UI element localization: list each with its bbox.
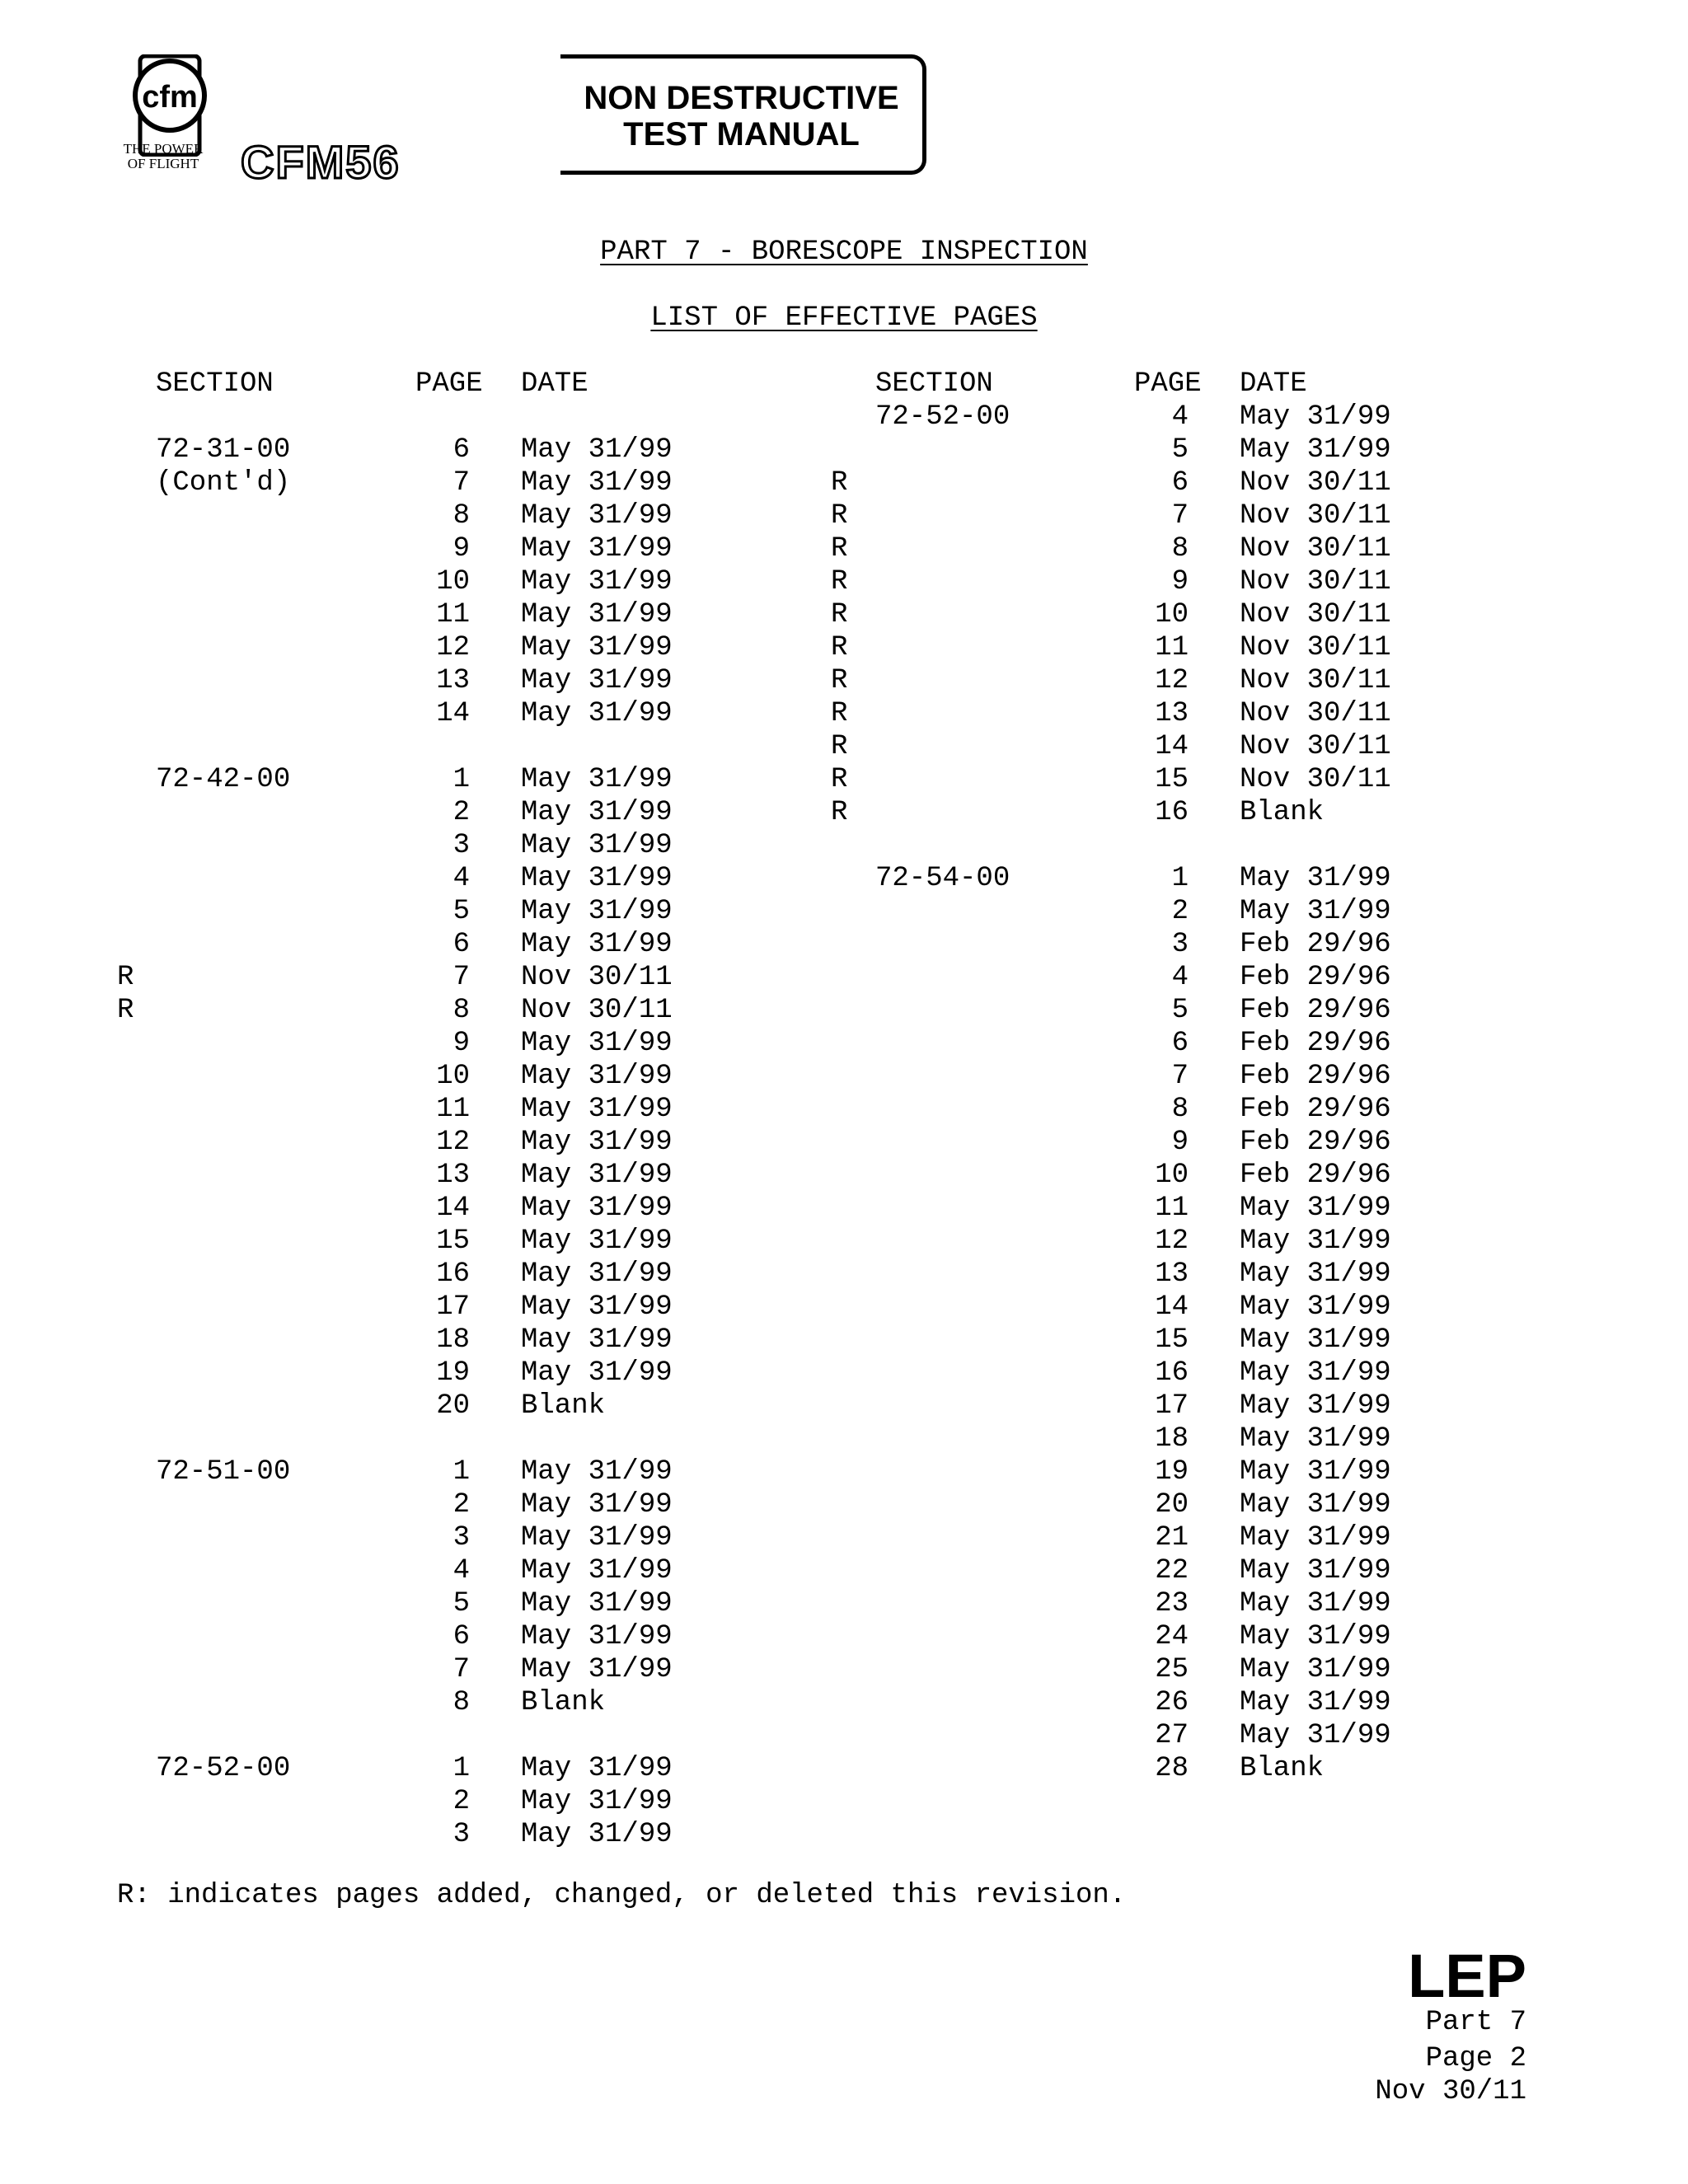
date-cell: Blank [521,1390,606,1422]
date-cell: Nov 30/11 [521,962,673,993]
date-cell: Feb 29/96 [1240,962,1391,993]
page-cell: 13 [436,1160,470,1191]
revision-mark: R [831,500,848,532]
cfm-logo [106,51,468,188]
page-cell: 28 [1155,1753,1189,1784]
date-cell: May 31/99 [521,1819,673,1850]
page-cell: 18 [1155,1423,1189,1455]
table-row [0,1653,1688,1686]
page-cell: 15 [1155,1324,1189,1356]
date-cell: May 31/99 [1240,1390,1391,1422]
part-title-text: PART 7 - BORESCOPE INSPECTION [600,237,1088,268]
page-cell: 2 [452,797,470,828]
revision-mark: R [117,962,134,993]
section-cell: 72-52-00 [156,1753,291,1784]
page-cell: 3 [452,830,470,861]
page-cell: 2 [452,1489,470,1521]
date-cell: Nov 30/11 [1240,764,1391,795]
date-cell: May 31/99 [1240,401,1391,433]
date-cell: May 31/99 [1240,896,1391,927]
page-cell: 12 [1155,1226,1189,1257]
date-cell: May 31/99 [1240,434,1391,466]
date-cell: May 31/99 [521,797,673,828]
date-cell: May 31/99 [521,1324,673,1356]
table-row [0,1785,1688,1818]
table-row [0,697,1688,730]
right-page-header: PAGE [1134,368,1202,400]
revision-mark: R [831,731,848,762]
page-cell: 7 [452,467,470,499]
revision-mark: R [831,764,848,795]
manual-title-line-1: NON DESTRUCTIVE [584,80,899,116]
table-row [0,1554,1688,1587]
date-cell: May 31/99 [521,1193,673,1224]
section-cell: 72-52-00 [875,401,1010,433]
date-cell: May 31/99 [521,1555,673,1586]
page-cell: 15 [436,1226,470,1257]
footer-part: Part 7 [1425,2007,1526,2038]
left-date-header: DATE [521,368,588,400]
page-cell: 14 [436,1193,470,1224]
page-cell: 19 [1155,1456,1189,1488]
footer-date: Nov 30/11 [1375,2076,1526,2107]
section-cell: (Cont'd) [156,467,291,499]
date-cell: May 31/99 [1240,1423,1391,1455]
page-cell: 26 [1155,1687,1189,1718]
manual-title-box [560,54,926,175]
table-row [0,763,1688,796]
table-row [0,928,1688,961]
page-cell: 23 [1155,1588,1189,1619]
date-cell: Feb 29/96 [1240,1028,1391,1059]
date-cell: Blank [1240,1753,1325,1784]
table-row [0,1093,1688,1126]
footer-code: LEP [1408,1942,1526,2010]
date-cell: Nov 30/11 [1240,698,1391,729]
revision-mark: R [831,698,848,729]
date-cell: May 31/99 [521,434,673,466]
page-cell: 12 [1155,665,1189,696]
date-cell: May 31/99 [1240,863,1391,894]
table-row [0,1390,1688,1422]
date-cell: May 31/99 [521,632,673,663]
page-cell: 7 [1171,1061,1189,1092]
page-cell: 11 [436,1094,470,1125]
page-cell: 1 [452,1753,470,1784]
table-row [0,1291,1688,1324]
table-row [0,1818,1688,1851]
revision-mark: R [831,566,848,598]
product-wordmark [237,138,452,188]
date-cell: May 31/99 [521,566,673,598]
date-cell: May 31/99 [521,500,673,532]
revision-mark: R [831,533,848,565]
date-cell: May 31/99 [521,1226,673,1257]
date-cell: Feb 29/96 [1240,1061,1391,1092]
page-cell: 10 [1155,599,1189,630]
page-cell: 13 [1155,1258,1189,1290]
date-cell: May 31/99 [521,599,673,630]
page-cell: 9 [1171,1127,1189,1158]
date-cell: May 31/99 [521,1061,673,1092]
page-cell: 7 [1171,500,1189,532]
date-cell: May 31/99 [521,1258,673,1290]
page-cell: 4 [1171,962,1189,993]
date-cell: May 31/99 [1240,1588,1391,1619]
table-row [0,1192,1688,1225]
date-cell: Nov 30/11 [1240,533,1391,565]
date-cell: May 31/99 [1240,1193,1391,1224]
page-cell: 4 [452,863,470,894]
date-cell: May 31/99 [1240,1654,1391,1685]
date-cell: May 31/99 [521,1357,673,1389]
table-row [0,1686,1688,1719]
product-name: CFM56 [241,138,401,188]
page-cell: 11 [1155,632,1189,663]
page-cell: 8 [452,500,470,532]
page-cell: 3 [452,1819,470,1850]
logo-mark-text: cfm [142,80,198,115]
right-section-header: SECTION [875,368,993,400]
date-cell: May 31/99 [1240,1357,1391,1389]
date-cell: May 31/99 [521,1654,673,1685]
date-cell: May 31/99 [1240,1555,1391,1586]
revision-mark: R [831,599,848,630]
date-cell: May 31/99 [521,764,673,795]
page-cell: 1 [452,1456,470,1488]
page-cell: 4 [452,1555,470,1586]
page-cell: 16 [1155,1357,1189,1389]
table-row [0,1455,1688,1488]
table-row [0,1719,1688,1752]
date-cell: Feb 29/96 [1240,1127,1391,1158]
page-cell: 9 [452,1028,470,1059]
page-cell: 6 [452,1621,470,1652]
page-cell: 18 [436,1324,470,1356]
left-section-header: SECTION [156,368,274,400]
table-row [0,796,1688,829]
table-row [0,895,1688,928]
date-cell: May 31/99 [521,665,673,696]
page-cell: 16 [436,1258,470,1290]
date-cell: May 31/99 [1240,1522,1391,1554]
section-cell: 72-54-00 [875,863,1010,894]
revision-mark: R [831,665,848,696]
page-cell: 6 [452,929,470,960]
date-cell: May 31/99 [521,1786,673,1817]
logo-tagline [106,142,221,171]
section-cell: 72-31-00 [156,434,291,466]
page-cell: 3 [1171,929,1189,960]
date-cell: Feb 29/96 [1240,929,1391,960]
page-cell: 2 [1171,896,1189,927]
date-cell: May 31/99 [521,1094,673,1125]
right-date-header: DATE [1240,368,1307,400]
table-row [0,1422,1688,1455]
date-cell: Nov 30/11 [521,995,673,1026]
page-cell: 5 [1171,995,1189,1026]
table-row [0,1027,1688,1060]
table-row [0,434,1688,466]
page-cell: 8 [1171,1094,1189,1125]
page-cell: 20 [436,1390,470,1422]
page-cell: 24 [1155,1621,1189,1652]
page-cell: 7 [452,1654,470,1685]
date-cell: May 31/99 [521,1028,673,1059]
date-cell: May 31/99 [521,830,673,861]
table-row [0,1126,1688,1159]
table-row [0,466,1688,499]
page-cell: 11 [1155,1193,1189,1224]
date-cell: May 31/99 [521,1522,673,1554]
tagline-line-1: THE POWER [123,141,204,157]
page-cell: 5 [452,1588,470,1619]
date-cell: May 31/99 [521,1489,673,1521]
page-cell: 13 [1155,698,1189,729]
page-cell: 10 [436,1061,470,1092]
table-row [0,401,1688,434]
date-cell: Nov 30/11 [1240,500,1391,532]
table-row [0,565,1688,598]
page-cell: 22 [1155,1555,1189,1586]
date-cell: Nov 30/11 [1240,599,1391,630]
table-row [0,598,1688,631]
date-cell: May 31/99 [1240,1226,1391,1257]
date-cell: May 31/99 [1240,1621,1391,1652]
page-cell: 8 [452,995,470,1026]
page-cell: 3 [452,1522,470,1554]
date-cell: Nov 30/11 [1240,731,1391,762]
date-cell: May 31/99 [521,467,673,499]
page-cell: 12 [436,632,470,663]
table-row [0,631,1688,664]
revision-mark: R [117,995,134,1026]
revision-mark: R [831,632,848,663]
tagline-line-2: OF FLIGHT [127,156,199,171]
page-cell: 4 [1171,401,1189,433]
page-cell: 5 [452,896,470,927]
footer-page: Page 2 [1425,2043,1526,2074]
date-cell: Feb 29/96 [1240,1160,1391,1191]
table-row [0,1060,1688,1093]
table-row [0,1225,1688,1258]
page-cell: 2 [452,1786,470,1817]
date-cell: May 31/99 [1240,1687,1391,1718]
page-cell: 19 [436,1357,470,1389]
left-page-header: PAGE [415,368,483,400]
page-cell: 20 [1155,1489,1189,1521]
date-cell: Blank [521,1687,606,1718]
date-cell: May 31/99 [521,1456,673,1488]
date-cell: May 31/99 [1240,1456,1391,1488]
page-cell: 1 [452,764,470,795]
date-cell: May 31/99 [1240,1324,1391,1356]
page-cell: 14 [1155,731,1189,762]
page-cell: 10 [1155,1160,1189,1191]
table-row [0,730,1688,763]
page-cell: 13 [436,665,470,696]
date-cell: May 31/99 [521,698,673,729]
page-cell: 17 [1155,1390,1189,1422]
date-cell: May 31/99 [521,1588,673,1619]
table-row [0,829,1688,862]
page-cell: 9 [1171,566,1189,598]
table-row [0,1324,1688,1357]
date-cell: May 31/99 [521,1160,673,1191]
date-cell: May 31/99 [1240,1720,1391,1751]
table-row [0,1752,1688,1785]
page-cell: 5 [1171,434,1189,466]
date-cell: Feb 29/96 [1240,1094,1391,1125]
date-cell: May 31/99 [521,1621,673,1652]
date-cell: May 31/99 [521,533,673,565]
manual-title-line-2: TEST MANUAL [623,116,860,152]
table-row [0,1357,1688,1390]
table-row [0,1521,1688,1554]
page-cell: 14 [1155,1291,1189,1323]
section-cell: 72-42-00 [156,764,291,795]
page-cell: 6 [452,434,470,466]
page-cell: 14 [436,698,470,729]
manual-title [560,80,922,152]
page-cell: 15 [1155,764,1189,795]
table-row [0,1159,1688,1192]
date-cell: May 31/99 [521,1753,673,1784]
date-cell: May 31/99 [521,1127,673,1158]
table-row [0,1258,1688,1291]
page-cell: 27 [1155,1720,1189,1751]
part-title [0,236,1688,269]
section-cell: 72-51-00 [156,1456,291,1488]
page-cell: 21 [1155,1522,1189,1554]
date-cell: Feb 29/96 [1240,995,1391,1026]
table-row [0,994,1688,1027]
table-row [0,664,1688,697]
date-cell: Nov 30/11 [1240,467,1391,499]
date-cell: May 31/99 [521,929,673,960]
list-title-text: LIST OF EFFECTIVE PAGES [650,302,1038,334]
date-cell: May 31/99 [1240,1489,1391,1521]
date-cell: Blank [1240,797,1325,828]
page-cell: 8 [452,1687,470,1718]
table-row [0,499,1688,532]
page-cell: 6 [1171,467,1189,499]
date-cell: Nov 30/11 [1240,566,1391,598]
date-cell: May 31/99 [1240,1258,1391,1290]
page-cell: 11 [436,599,470,630]
table-row [0,1587,1688,1620]
date-cell: May 31/99 [1240,1291,1391,1323]
table-row [0,1488,1688,1521]
table-row [0,961,1688,994]
table-row [0,1620,1688,1653]
date-cell: May 31/99 [521,1291,673,1323]
page-cell: 12 [436,1127,470,1158]
date-cell: May 31/99 [521,863,673,894]
page-cell: 17 [436,1291,470,1323]
page-cell: 7 [452,962,470,993]
page-cell: 25 [1155,1654,1189,1685]
list-title [0,302,1688,335]
date-cell: Nov 30/11 [1240,632,1391,663]
table-row [0,532,1688,565]
page-cell: 6 [1171,1028,1189,1059]
page-cell: 1 [1171,863,1189,894]
page-cell: 9 [452,533,470,565]
revision-note: R: indicates pages added, changed, or deleted this revision. [117,1880,1127,1911]
date-cell: Nov 30/11 [1240,665,1391,696]
page-cell: 10 [436,566,470,598]
revision-mark: R [831,797,848,828]
page-cell: 16 [1155,797,1189,828]
table-row [0,862,1688,895]
page-cell: 8 [1171,533,1189,565]
date-cell: May 31/99 [521,896,673,927]
revision-mark: R [831,467,848,499]
